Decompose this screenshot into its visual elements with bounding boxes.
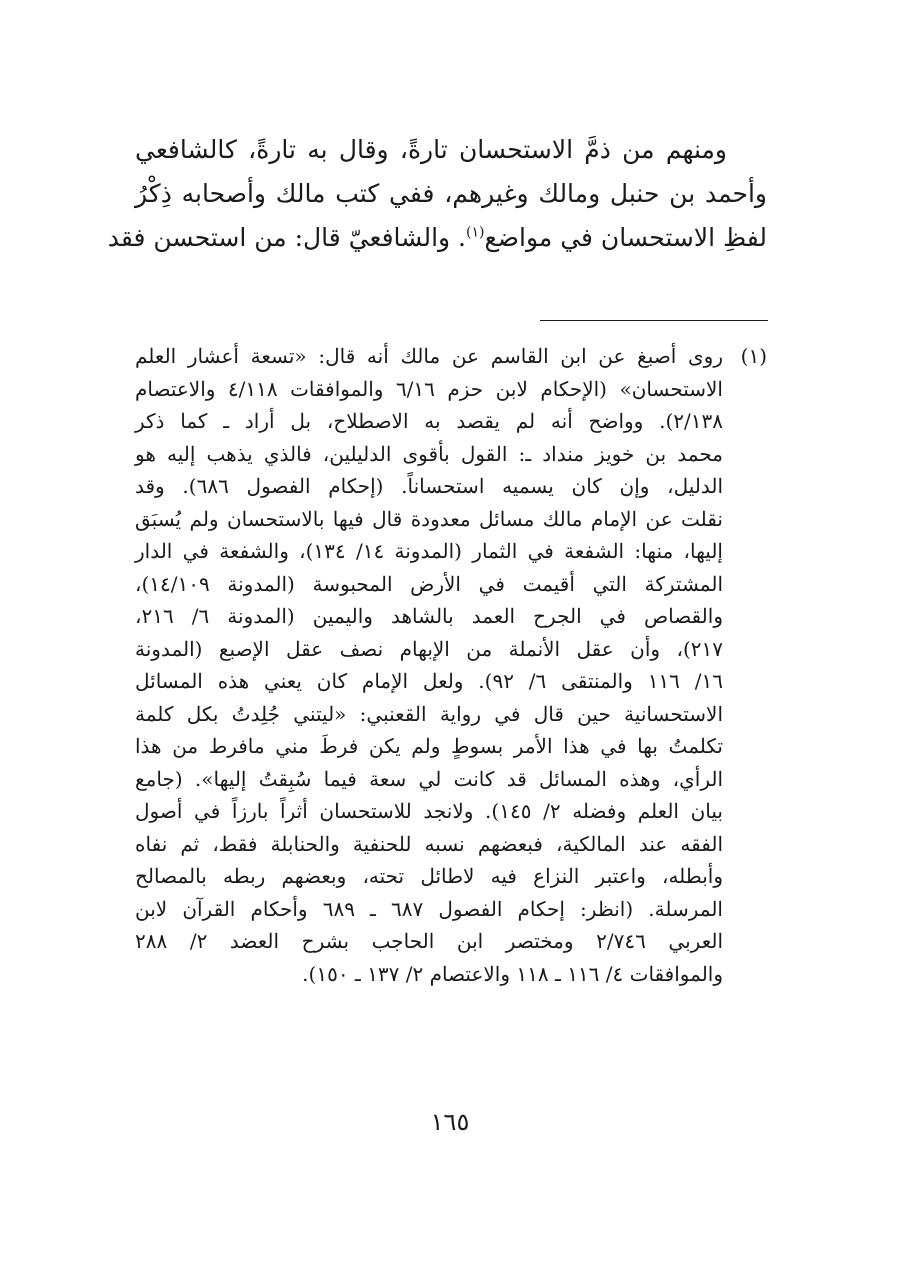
footnote-line: إليها، منها: الشفعة في الثمار (المدونة ١٤/ ١٣٤)، والشفعة في الدار [135, 539, 723, 563]
footnote-line: العربي ٢/٧٤٦ ومختصر ابن الحاجب بشرح العضد ٢/ ٢٨٨ [135, 929, 723, 953]
main-text-block [107, 128, 767, 260]
main-text-line: وأحمد بن حنبل ومالك وغيرهم، ففي كتب مالك وأصحابه ذِكْرُ [135, 179, 767, 208]
main-text-line: ومنهم من ذمَّ الاستحسان تارةً، وقال به تارةً، كالشافعي [135, 135, 727, 164]
footnote-line: ٢/١٣٨). وواضح أنه لم يقصد به الاصطلاح، بل أراد ـ كما ذكر [135, 409, 723, 433]
footnote-line [135, 340, 767, 373]
footnote-line: الرأي، وهذه المسائل قد كانت لي سعة فيما سُبِقتُ إليها». (جامع [135, 766, 723, 791]
footnote-line: نقلت عن الإمام مالك مسائل معدودة قال فيها بالاستحسان ولم يُسبَق [135, 506, 723, 531]
footnote-line: ١٦/ ١١٦ والمنتقى ٦/ ٩٢). ولعل الإمام كان يعني هذه المسائل [135, 669, 723, 693]
footnote-line: المشتركة التي أقيمت في الأرض المحبوسة (المدونة ١٤/١٠٩)، [135, 571, 723, 596]
footnote-line: المرسلة. (انظر: إحكام الفصول ٦٨٧ ـ ٦٨٩ وأحكام القرآن لابن [135, 896, 723, 921]
footnote-line: تكلمتُ بها في هذا الأمر بسوطٍ ولم يكن فرطَ مني مافرط من هذا [135, 734, 723, 758]
main-text-fragment: لفظِ الاستحسان في مواضع [484, 223, 767, 252]
footnote-block [135, 340, 767, 990]
footnote-reference[interactable]: (١) [466, 224, 485, 241]
footnote-line: وأبطله، واعتبر النزاع فيه لاطائل تحته، وبعضهم ربطه بالمصالح [135, 864, 723, 888]
footnote-line: الاستحسان» (الإحكام لابن حزم ٦/١٦ والموافقات ٤/١١٨ والاعتصام [135, 376, 723, 401]
footnote-separator [540, 320, 768, 321]
main-text-fragment: . والشافعيّ قال: من استحسن فقد [107, 223, 466, 252]
footnote-line: والموافقات ٤/ ١١٦ ـ ١١٨ والاعتصام ٢/ ١٣٧ ـ ١٥٠). [302, 961, 723, 986]
footnote-line: الاستحسانية حين قال في رواية القعنبي: «ليتني جُلِدتُ بكل كلمة [135, 701, 723, 726]
footnote-line: محمد بن خويز منداد ـ: القول بأقوى الدليلين، فالذي يذهب إليه هو [135, 441, 723, 466]
footnote-line: والقصاص في الجرح العمد بالشاهد واليمين (المدونة ٦/ ٢١٦، [135, 604, 723, 628]
footnote-line: ٢١٧)، وأن عقل الأنملة من الإبهام نصف عقل الإصبع (المدونة [135, 636, 723, 661]
footnote-line: الدليل، وإن كان يسميه استحساناً. (إحكام الفصول ٦٨٦). وقد [135, 474, 724, 498]
main-text-line [107, 216, 767, 260]
footnote-text: روى أصبغ عن ابن القاسم عن مالك أنه قال: «تسعة أعشار العلم [135, 344, 723, 368]
footnote-line: بيان العلم وفضله ٢/ ١٤٥). ولانجد للاستحسان أثراً بارزاً في أصول [135, 799, 723, 823]
footnote-line: الفقه عند المالكية، فبعضهم نسبه للحنفية والحنابلة فقط، ثم نفاه [135, 831, 723, 856]
page-number: ١٦٥ [430, 1108, 470, 1136]
footnote-marker: (١) [740, 344, 767, 368]
